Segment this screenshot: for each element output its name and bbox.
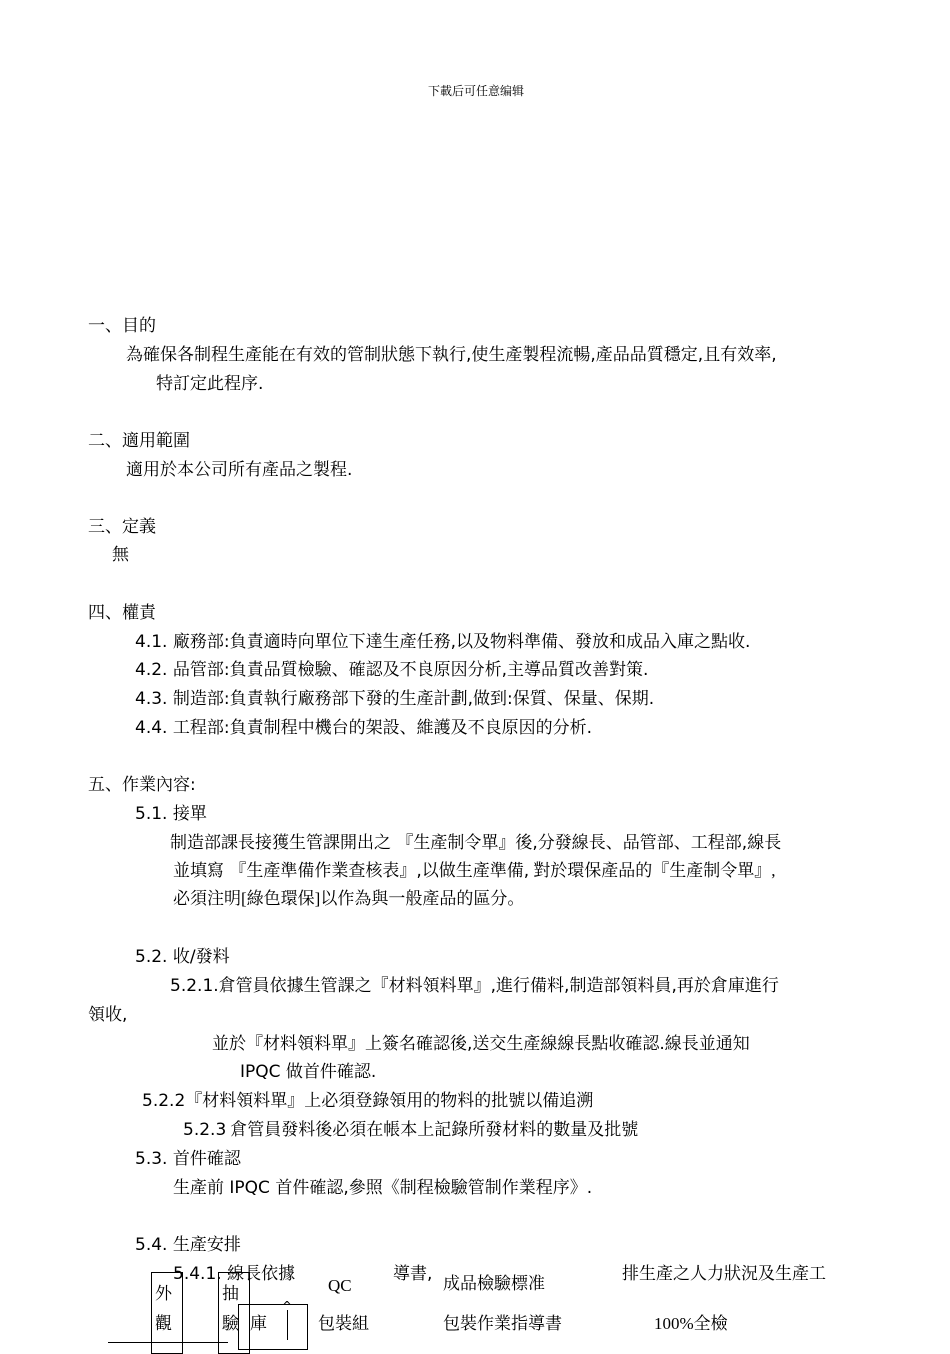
subsection-5-2-3-label: 5.2.3 — [183, 1120, 227, 1140]
arrow-up-icon: ^ — [282, 1299, 293, 1313]
section-3-title: 三、定義 — [88, 517, 156, 537]
flow-label-pack-guide: 包裝作業指導書 — [443, 1314, 562, 1334]
section-1-text: 為確保各制程生產能在有效的管制狀態下執行,使生產製程流暢,產品品質穩定,且有效率, — [126, 345, 777, 365]
subsection-5-1-text: 制造部課長接獲生管課開出之 『生產制令單』後,分發線長、品管部、工程部,線長 — [170, 833, 782, 853]
flow-label-standard: 成品檢驗標准 — [443, 1274, 545, 1294]
subsection-5-1-text-a: 並填寫 『生產準備作業查核表』,以做生產準備, — [173, 861, 530, 881]
subsection-5-2-2-label: 5.2.2『材料領料單』 — [142, 1091, 305, 1111]
responsibility-item: 4.3. 制造部:負責執行廠務部下發的生產計劃,做到:保質、保量、保期. — [135, 689, 655, 709]
subsection-5-3-title: 5.3. 首件確認 — [135, 1149, 241, 1169]
flow-label-full-inspection: 100%全檢 — [654, 1314, 728, 1333]
section-1-title: 一、目的 — [88, 316, 156, 336]
subsection-5-2-3-body: 倉管員發料後必須在帳本上記錄所發材料的數量及批號 — [230, 1120, 639, 1139]
subsection-5-1-title: 5.1. 接單 — [135, 804, 207, 824]
subsection-5-2-3-text — [183, 1120, 638, 1140]
responsibility-item: 4.1. 廠務部:負責適時向單位下達生產任務,以及物料準備、發放和成品入庫之點收. — [135, 632, 751, 652]
subsection-5-1-text-b: 對於環保產品的『生產制令單』, — [533, 861, 776, 880]
responsibility-item: 4.2. 品管部:負責品質檢驗、確認及不良原因分析,主導品質改善對策. — [135, 660, 649, 680]
page-header: 下載后可任意编辑 — [428, 84, 525, 98]
subsection-5-2-1-text: 並於『材料領料單』上簽名確認後,送交生產線線長點收確認.線長並通知 — [212, 1034, 750, 1054]
flow-label-pack-group: 包裝組 — [318, 1314, 369, 1334]
subsection-5-2-2-text — [142, 1091, 593, 1111]
flow-arrow-up — [287, 1310, 288, 1340]
section-2-title: 二、適用範圍 — [88, 431, 190, 451]
subsection-5-2-1-text: 5.2.1.倉管員依據生管課之『材料領料單』,進行備料,制造部領料員,再於倉庫進行 — [170, 976, 779, 996]
subsection-5-3-text: 生產前 IPQC 首件確認,參照《制程檢驗管制作業程序》. — [173, 1178, 593, 1198]
section-3-text: 無 — [112, 545, 129, 565]
section-5-title: 五、作業內容: — [88, 775, 196, 795]
subsection-5-2-1-text: 領收, — [88, 1005, 128, 1025]
subsection-5-2-title: 5.2. 收/發料 — [135, 947, 230, 967]
subsection-5-1-text: 必須注明[綠色環保]以作為與一般產品的區分。 — [173, 889, 525, 908]
subsection-5-4-1-text: 5.4.1. 線長依據 — [173, 1264, 296, 1284]
subsection-5-2-2-body: 上必須登錄領用的物料的批號以備追溯 — [304, 1091, 594, 1110]
flow-label-qc: QC — [328, 1276, 352, 1295]
flow-label-wai: 外 — [155, 1284, 172, 1304]
section-1-text-cont: 特訂定此程序. — [156, 374, 264, 394]
subsection-5-2-1-text: IPQC 做首件確認. — [240, 1062, 377, 1082]
subsection-5-4-1-text: 排生產之人力狀況及生產工 — [622, 1264, 826, 1284]
flow-label-yan: 驗 — [222, 1314, 239, 1334]
section-2-text: 適用於本公司所有產品之製程. — [126, 460, 353, 480]
subsection-5-4-1-text: 導書, — [393, 1264, 433, 1284]
subsection-5-4-title: 5.4. 生產安排 — [135, 1235, 241, 1255]
section-4-title: 四、權責 — [88, 603, 156, 623]
flow-connector-line — [108, 1342, 228, 1343]
flow-label-chou: 抽 — [222, 1284, 239, 1304]
subsection-5-1-text — [173, 861, 775, 881]
flow-box-warehouse — [238, 1304, 308, 1350]
flow-label-guan: 觀 — [155, 1314, 172, 1334]
responsibility-item: 4.4. 工程部:負責制程中機台的架設、維護及不良原因的分析. — [135, 718, 592, 738]
flow-label-ku: 庫 — [250, 1314, 267, 1334]
